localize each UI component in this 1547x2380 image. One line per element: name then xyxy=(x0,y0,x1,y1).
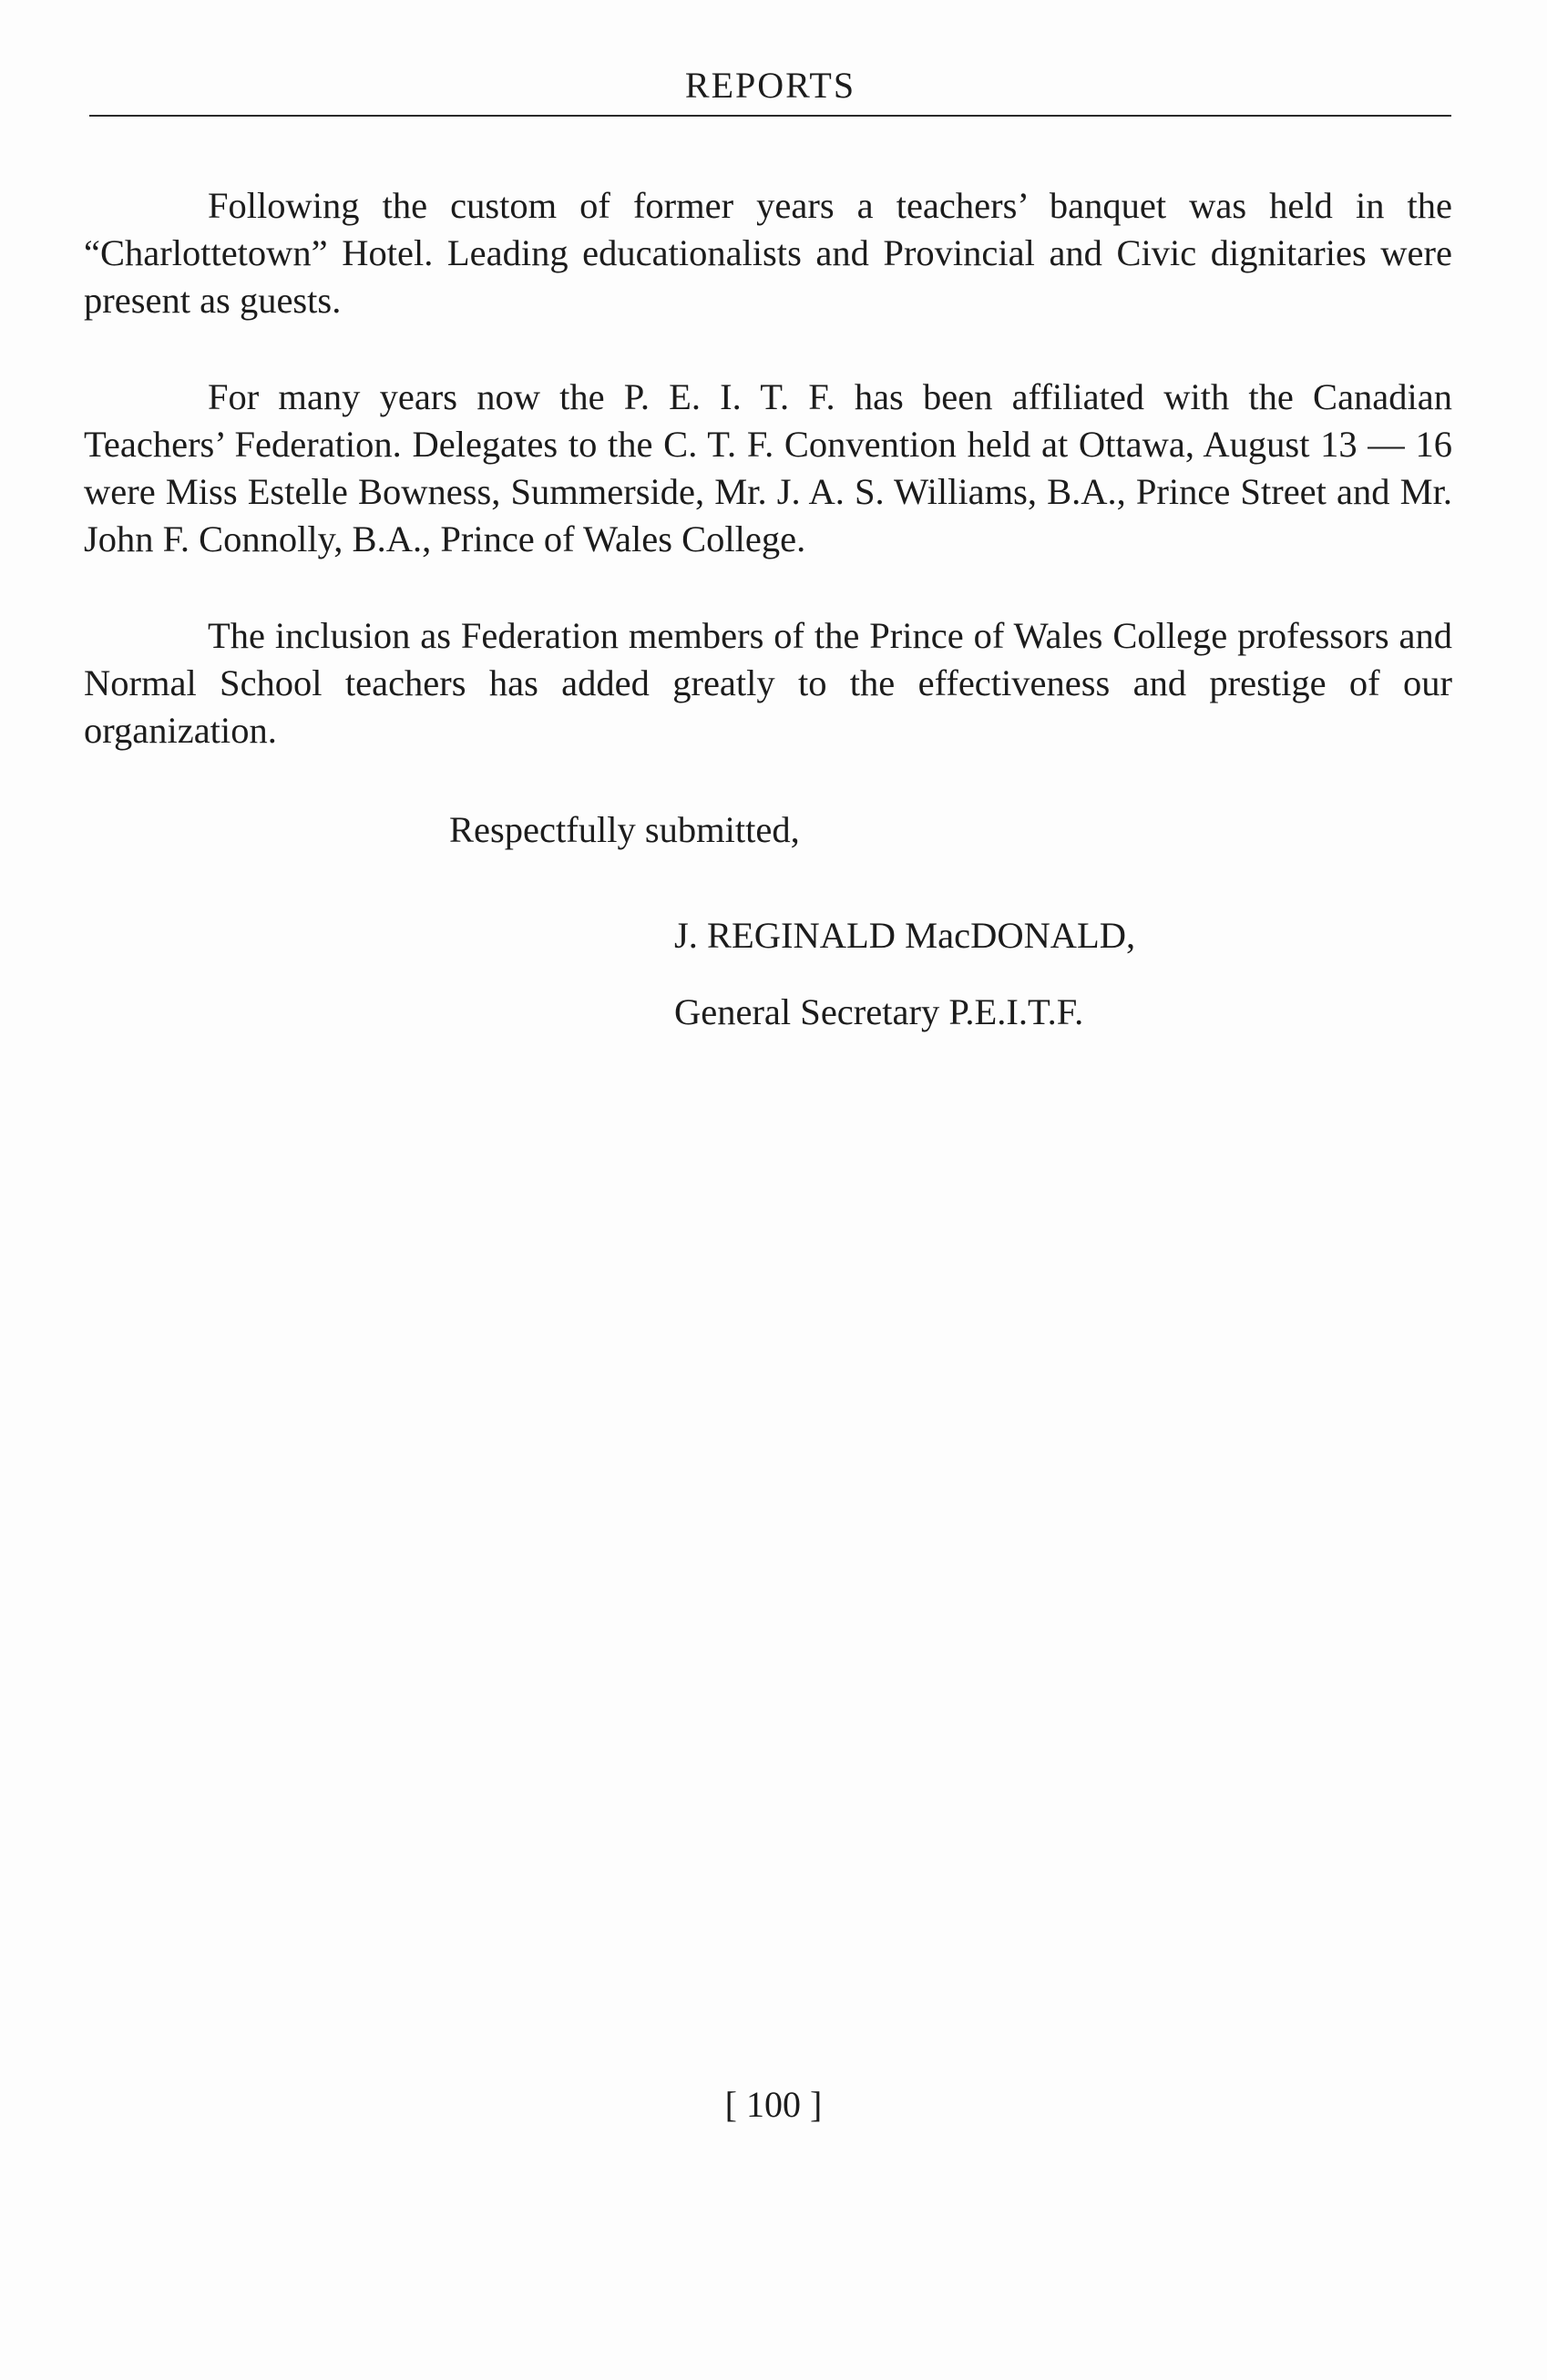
signatory-title: General Secretary P.E.I.T.F. xyxy=(674,991,1084,1032)
running-header xyxy=(89,64,1451,108)
paragraph-ctf-delegates: For many years now the P. E. I. T. F. has been affiliated with the Canadian Teachers’ Federation. Delegates to the C. T. F. Convention held at Ottawa, August 13 — 16 were Miss Estelle Bowness, Summerside, Mr. J. A. S. Williams, B.A., Prince Street and Mr. John F. Connolly, B.A., Prince of Wales College. xyxy=(84,376,1452,559)
signature-block xyxy=(674,898,1135,1051)
page-number: [ 100 ] xyxy=(724,2084,823,2125)
header-rule xyxy=(89,115,1451,117)
header-title: REPORTS xyxy=(684,65,856,106)
closing-line: Respectfully submitted, xyxy=(449,809,800,850)
paragraph-federation-members: The inclusion as Federation members of the Prince of Wales College professors and Normal School teachers has added greatly to the effectiveness and prestige of our organization. xyxy=(84,615,1452,751)
paragraph-banquet: Following the custom of former years a teachers’ banquet was held in the “Charlottetown” Hotel. Leading educationalists and Provincial and Civic dignitaries were present as guests. xyxy=(84,185,1452,321)
signatory-name: J. REGINALD MacDONALD, xyxy=(674,915,1136,956)
report-body xyxy=(84,182,1452,804)
